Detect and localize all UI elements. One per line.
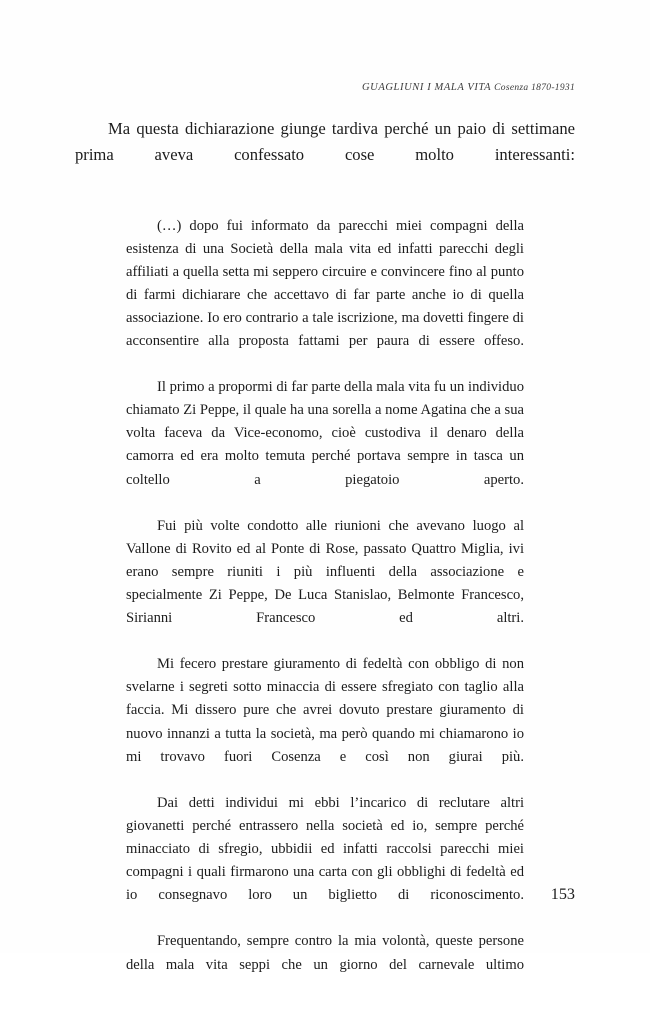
- quote-paragraph-2: Il primo a propormi di far parte della mala vita fu un individuo chiamato Zi Peppe, il quale ha una sorella a nome Agatina che a sua volta faceva da Vice-economo, cioè custodiva il denaro della camorra ed era molto temuta perché portava sempre in tasca un coltello a piegatoio aperto.: [126, 379, 524, 488]
- running-head-title: GUAGLIUNI I MALA VITA: [362, 82, 492, 93]
- running-head-subtitle: Cosenza 1870-1931: [494, 83, 575, 93]
- page-number: 153: [550, 885, 575, 903]
- quote-paragraph-5: Dai detti individui mi ebbi l’incarico di reclutare altri giovanetti perché entrassero nella società ed io, sempre perché minacciato di sfregio, ubbidii ed infatti raccolsi parecchi miei compagni i quali firmarono una carta con gli obblighi di fedeltà ed io consegnavo loro un biglietto di riconoscimento.: [126, 794, 524, 904]
- text-block: [75, 116, 575, 1016]
- quote-paragraph-1: (…) dopo fui informato da parecchi miei compagni della esistenza di una Società della mala vita ed infatti parecchi degli affiliati a quella setta mi seppero circuire e convincere fino al punto di farmi dichiarare che accettavo di far parte anche io di quella associazione. Io ero contrario a tale iscrizione, ma dovetti fingere di acconsentire alla proposta fattami per paura di essere offeso.: [126, 217, 524, 349]
- intro-paragraph: Ma questa dichiarazione giunge tardiva perché un paio di settimane prima aveva confessato cose molto interessanti:: [75, 119, 575, 164]
- quote-paragraph-6: Frequentando, sempre contro la mia volontà, queste persone della mala vita seppi che un giorno del carnevale ultimo: [126, 933, 524, 973]
- running-head: [75, 82, 575, 93]
- block-quote: [126, 215, 524, 1000]
- quote-paragraph-3: Fui più volte condotto alle riunioni che avevano luogo al Vallone di Rovito ed al Ponte di Rose, passato Quattro Miglia, ivi erano sempre riuniti i più influenti della associazione e specialmente Zi Peppe, De Luca Stanislao, Belmonte Francesco, Sirianni Francesco ed altri.: [126, 517, 524, 627]
- quote-paragraph-4: Mi fecero prestare giuramento di fedeltà con obbligo di non svelarne i segreti sotto minaccia di essere sfregiato con taglio alla faccia. Mi dissero pure che avrei dovuto prestare giuramento di nuovo innanzi a tutta la società, ma però quando mi chiamarono io mi trovavo fuori Cosenza e così non giurai più.: [126, 656, 524, 765]
